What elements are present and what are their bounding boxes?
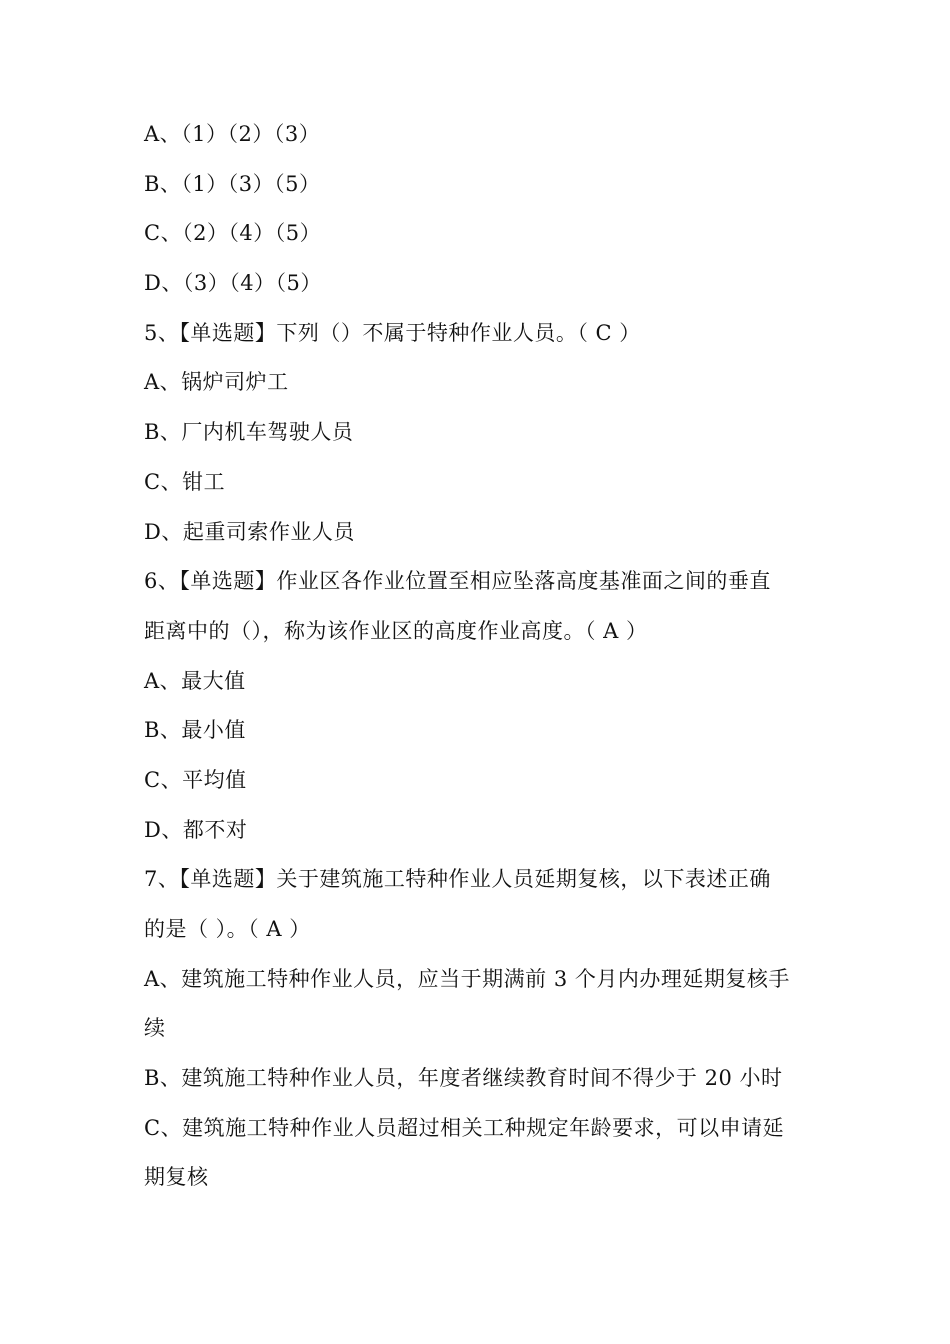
option-7a-line-2: 续: [144, 1016, 166, 1041]
option-7a-line-1: A、建筑施工特种作业人员，应当于期满前 3 个月内办理延期复核手: [144, 966, 790, 991]
question-7-line-2: 的是（ ）。（ A ）: [144, 917, 311, 941]
option-7c-line-1: C、建筑施工特种作业人员超过相关工种规定年龄要求，可以申请延: [144, 1115, 785, 1140]
option-5d: D、起重司索作业人员: [144, 519, 355, 544]
option-4c: C、（2）（4）（5）: [144, 221, 322, 246]
option-4d: D、（3）（4）（5）: [144, 271, 322, 296]
option-5c: C、钳工: [144, 469, 226, 494]
option-6b: B、最小值: [144, 718, 246, 743]
option-7c-line-2: 期复核: [144, 1165, 209, 1190]
option-4b: B、（1）（3）（5）: [144, 171, 321, 196]
question-6-line-1: 6、【单选题】作业区各作业位置至相应坠落高度基准面之间的垂直: [144, 569, 771, 594]
option-5a: A、锅炉司炉工: [144, 370, 289, 395]
option-7b: B、建筑施工特种作业人员，年度者继续教育时间不得少于 20 小时: [144, 1066, 783, 1091]
option-5b: B、厂内机车驾驶人员: [144, 420, 354, 445]
question-6-line-2: 距离中的（），称为该作业区的高度作业高度。（ A ）: [144, 618, 648, 643]
question-5: 5、【单选题】下列（）不属于特种作业人员。（ C ）: [144, 320, 641, 345]
option-6c: C、平均值: [144, 767, 247, 792]
option-6a: A、最大值: [144, 668, 246, 693]
option-4a: A、（1）（2）（3）: [144, 122, 321, 146]
option-6d: D、都不对: [144, 817, 248, 842]
question-7-line-1: 7、【单选题】关于建筑施工特种作业人员延期复核，以下表述正确: [144, 867, 771, 892]
document-body: [144, 110, 824, 1203]
